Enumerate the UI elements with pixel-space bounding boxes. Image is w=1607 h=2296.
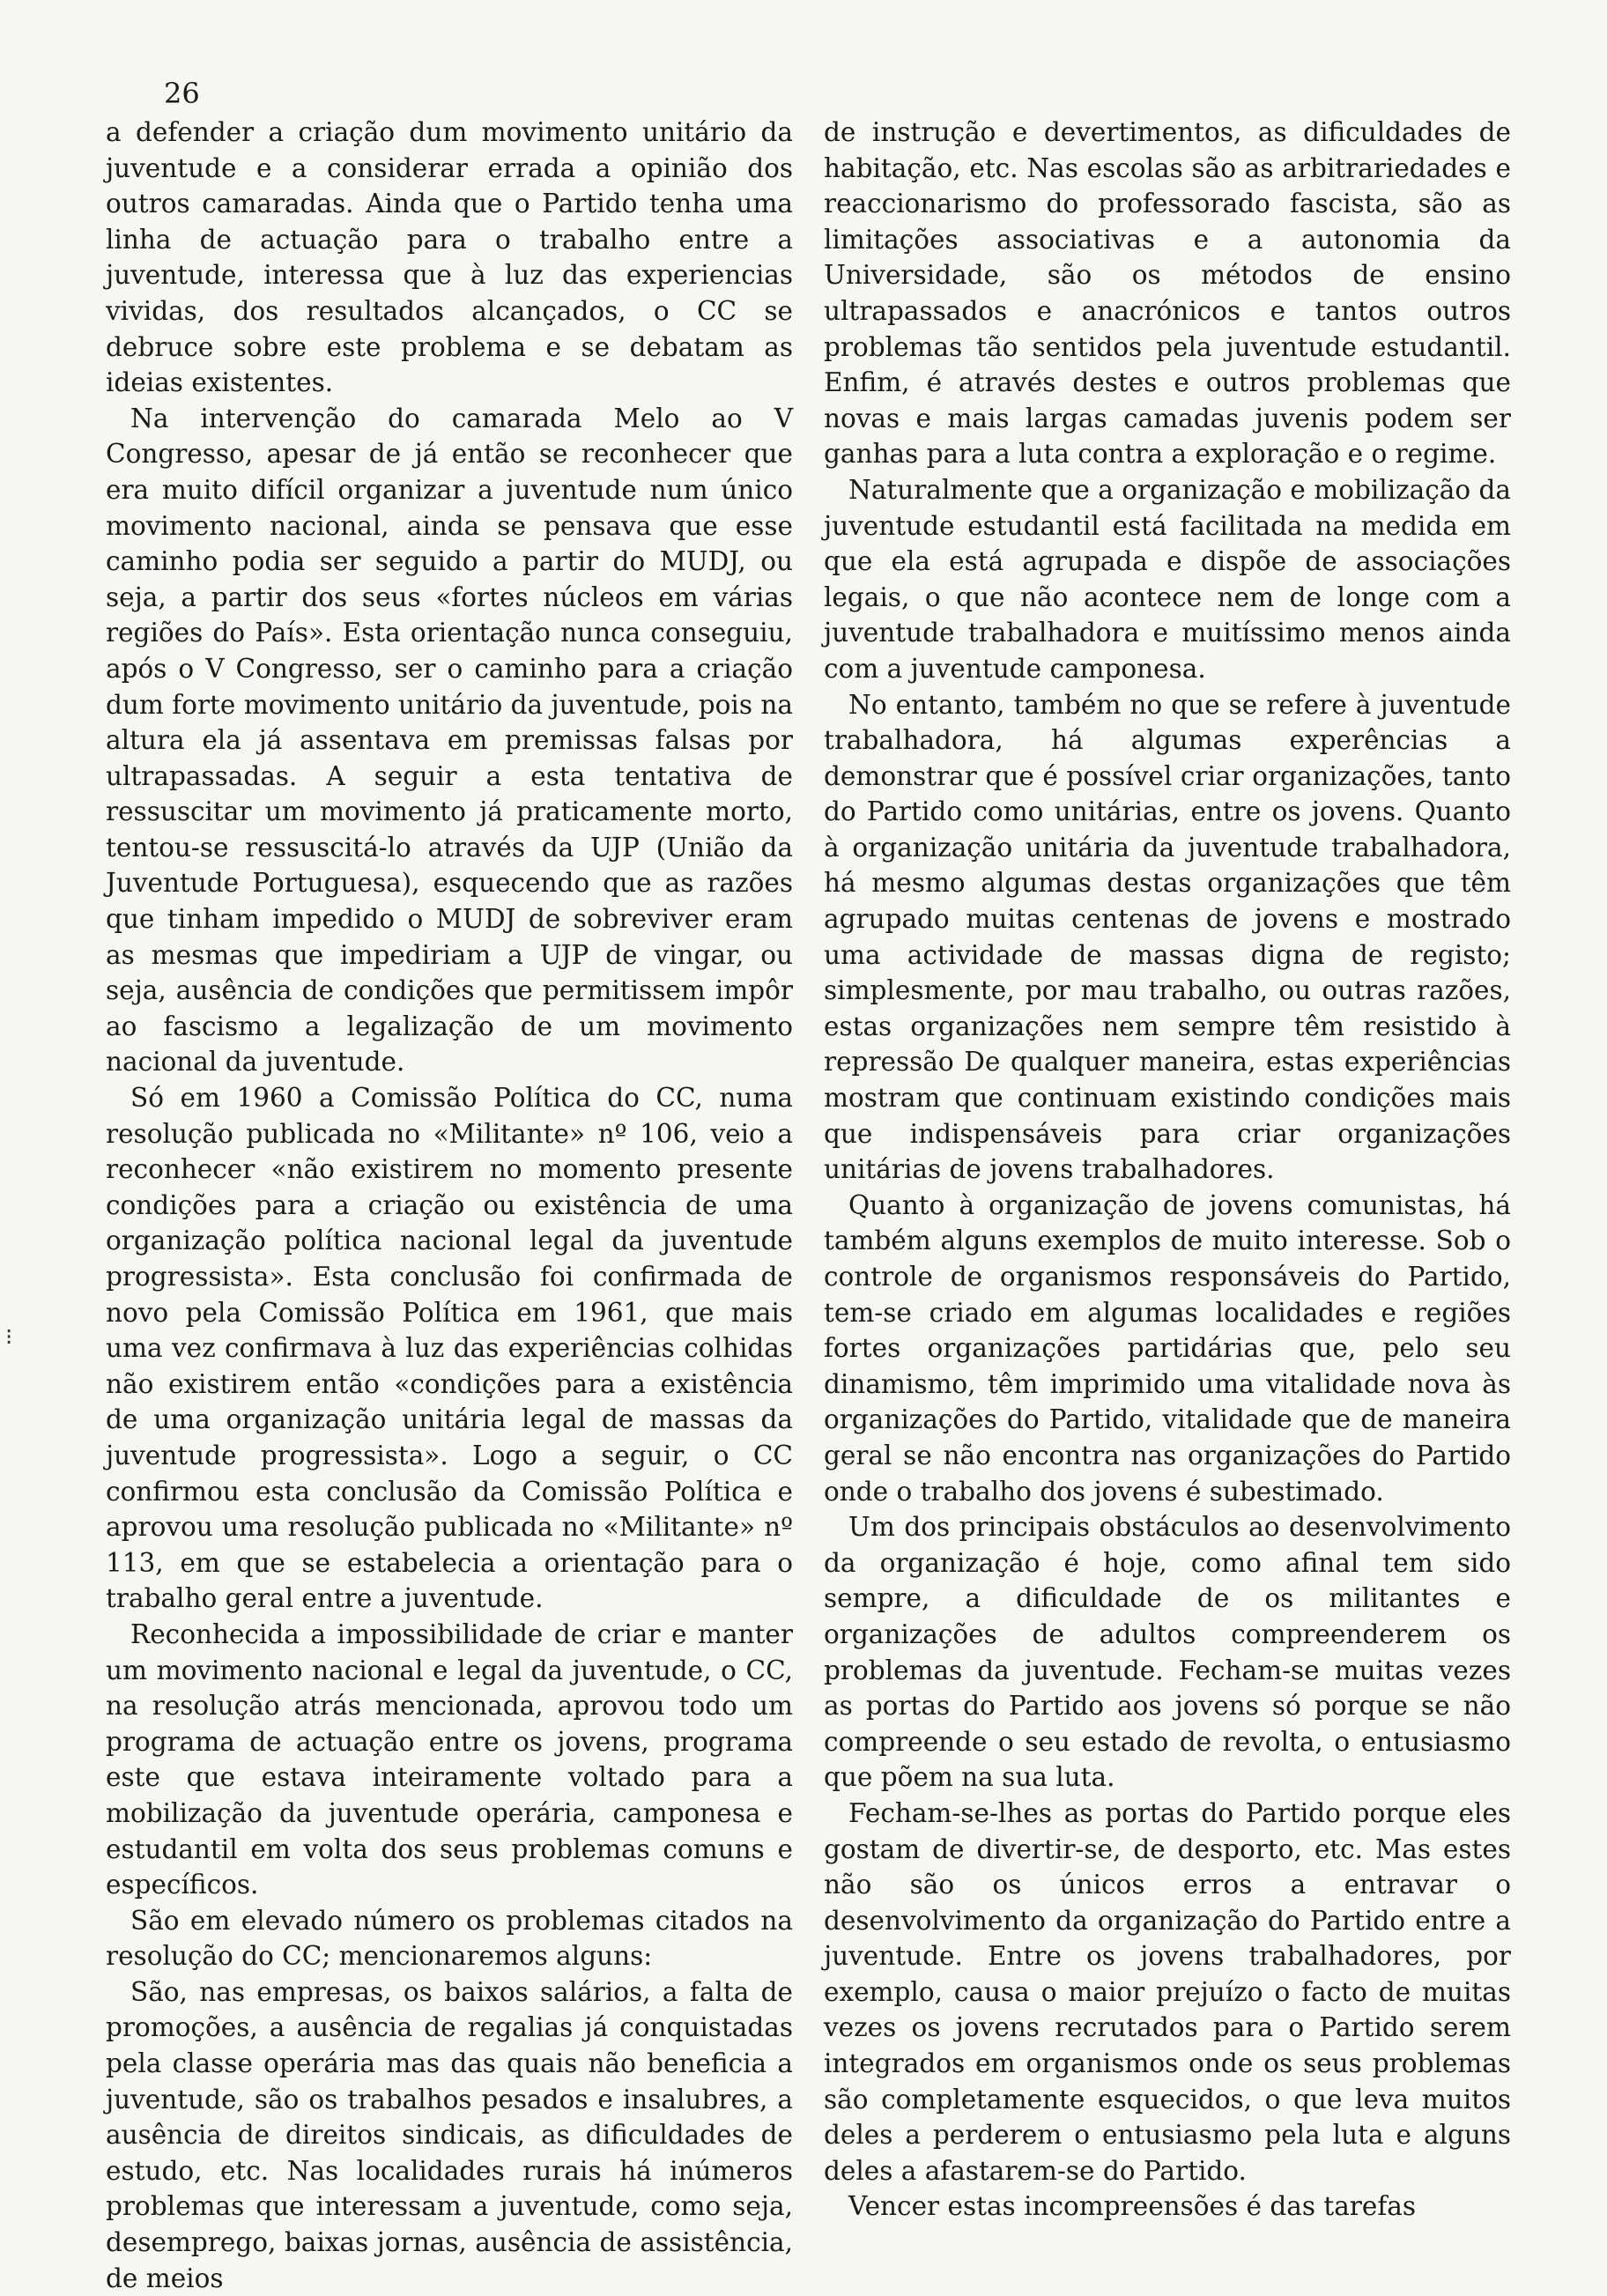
paragraph: São em elevado número os problemas citados na resolução do CC; mencionaremos alguns:: [106, 1905, 793, 1972]
paragraph: Naturalmente que a organização e mobilização da juventude estudantil está facilitada na medida em que ela está agrupada e dispõe de associações legais, o que não acontece nem de longe com a juventude trabalhadora e muitíssimo menos ainda com a juventude camponesa.: [824, 474, 1511, 684]
paragraph: Só em 1960 a Comissão Política do CC, numa resolução publicada no «Militante» nº 106, veio a reconhecer «não existirem no momento presente condições para a criação ou existência de uma organização política nacional legal da juventude progressista». Esta conclusão foi confirmada de novo pela Comissão Política em 1961, que mais uma vez confirmava à luz das experiências colhidas não existirem então «condições para a existência de uma organização unitária legal de massas da juventude progressista». Logo a seguir, o CC confirmou esta conclusão da Comissão Política e aprovou uma resolução publicada no «Militante» nº 113, em que se estabelecia a orientação para o trabalho geral entre a juventude.: [106, 1083, 793, 1614]
paragraph: Quanto à organização de jovens comunistas, há também alguns exemplos de muito interesse. Sob o controle de organismos responsáveis do Partido, tem-se criado em algumas localidades e regiões fortes organizações partidárias que, pelo seu dinamismo, têm imprimido uma vitalidade nova às organizações do Partido, vitalidade que de maneira geral se não encontra nas organizações do Partido onde o trabalho dos jovens é subestimado.: [824, 1189, 1511, 1507]
paragraph: Fecham-se-lhes as portas do Partido porque eles gostam de divertir-se, de desporto, etc. Mas estes não são os únicos erros a entravar o desenvolvimento da organização do Partido entre a juventude. Entre os jovens trabalhadores, por exemplo, causa o maior prejuízo o facto de muitas vezes os jovens recrutados para o Partido serem integrados em organismos onde os seus problemas são completamente esquecidos, o que leva muitos deles a perderem o entusiasmo pela luta e alguns deles a afastarem-se do Partido.: [824, 1797, 1511, 2186]
paragraph: Na intervenção do camarada Melo ao V Congresso, apesar de já então se reconhecer que era muito difícil organizar a juventude num único movimento nacional, ainda se pensava que esse caminho podia ser seguido a partir do MUDJ, ou seja, a partir dos seus «fortes núcleos em várias regiões do País». Esta orientação nunca conseguiu, após o V Congresso, ser o caminho para a criação dum forte movimento unitário da juventude, pois na altura ela já assentava em premissas falsas por ultrapassadas. A seguir a esta tentativa de ressuscitar um movimento já praticamente morto, tentou-se ressuscitá-lo através da UJP (União da Juventude Portuguesa), esquecendo que as razões que tinham impedido o MUDJ de sobreviver eram as mesmas que impediriam a UJP de vingar, ou seja, ausência de condições que permitissem impôr ao fascismo a legalização de um movimento nacional da juventude.: [106, 403, 793, 1078]
paragraph: São, nas empresas, os baixos salários, a falta de promoções, a ausência de regalias já conquistadas pela classe operária mas das quais não beneficia a juventude, são os trabalhos pesados e insalubres, a ausência de direitos sindicais, as dificuldades de estudo, etc. Nas localidades rurais há inúmeros problemas que interessam a juventude, como seja, desemprego, baixas jornas, ausência de assistência, de meios: [106, 1976, 793, 2293]
paragraph: Um dos principais obstáculos ao desenvolvimento da organização é hoje, como afinal tem sido sempre, a dificuldade de os militantes e organizações de adultos compreenderem os problemas da juventude. Fecham-se muitas vezes as portas do Partido aos jovens só porque se não compreende o seu estado de revolta, o entusiasmo que põem na sua luta.: [824, 1512, 1511, 1793]
left-column: [106, 115, 793, 2296]
paragraph: de instrução e devertimentos, as dificuldades de habitação, etc. Nas escolas são as arbitrariedades e reaccionarismo do professorado fascista, são as limitações associativas e a autonomia da Universidade, são os métodos de ensino ultrapassados e anacrónicos e tantos outros problemas tão sentidos pela juventude estudantil. Enfim, é através destes e outros problemas que novas e mais largas camadas juvenis podem ser ganhas para a luta contra a exploração e o regime.: [824, 117, 1511, 470]
paragraph: Vencer estas incompreensões é das tarefas: [848, 2191, 1417, 2222]
paragraph: a defender a criação dum movimento unitário da juventude e a considerar errada a opinião dos outros camaradas. Ainda que o Partido tenha uma linha de actuação para o trabalho entre a juventude, interessa que à luz das experiencias vividas, dos resultados alcançados, o CC se debruce sobre este problema e se debatam as ideias existentes.: [106, 117, 793, 398]
right-column: [824, 115, 1511, 2225]
margin-mark: ⁝: [5, 1324, 13, 1351]
paragraph: Reconhecida a impossibilidade de criar e manter um movimento nacional e legal da juventude, o CC, na resolução atrás mencionada, aprovou todo um programa de actuação entre os jovens, programa este que estava inteiramente voltado para a mobilização da juventude operária, camponesa e estudantil em volta dos seus problemas comuns e específicos.: [106, 1618, 793, 1900]
paragraph: No entanto, também no que se refere à juventude trabalhadora, há algumas experências a demonstrar que é possível criar organizações, tanto do Partido como unitárias, entre os jovens. Quanto à organização unitária da juventude trabalhadora, há mesmo algumas destas organizações que têm agrupado muitas centenas de jovens e mostrado uma actividade de massas digna de registo; simplesmente, por mau trabalho, ou outras razões, estas organizações nem sempre têm resistido à repressão De qualquer maneira, estas experiências mostram que continuam existindo condições mais que indispensáveis para criar organizações unitárias de jovens trabalhadores.: [824, 689, 1511, 1185]
page-number: 26: [164, 77, 200, 110]
